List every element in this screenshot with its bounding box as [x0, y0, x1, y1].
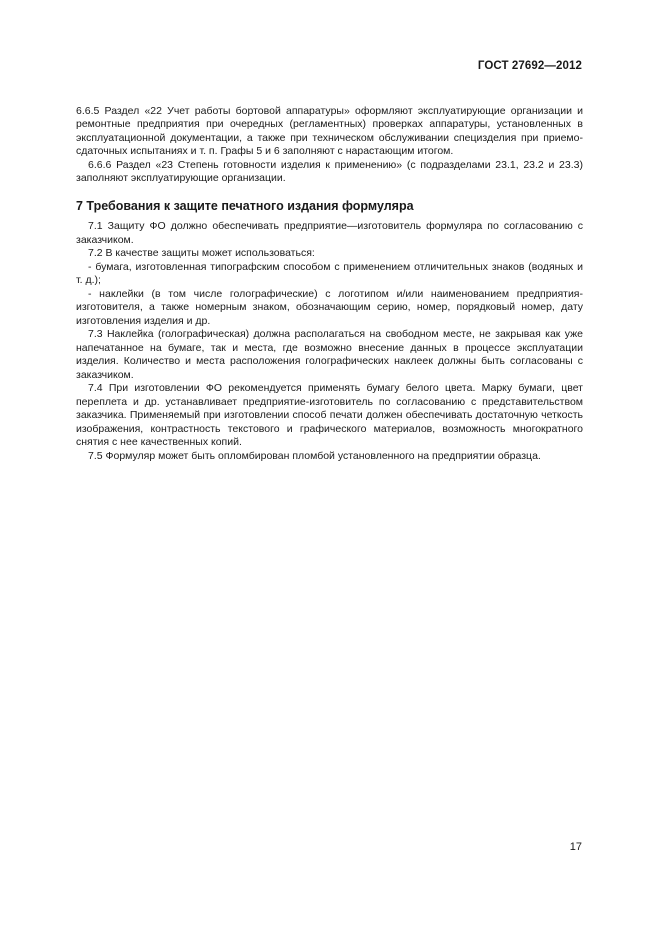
paragraph-text: - наклейки (в том числе голографические) с логотипом и/или наименованием предприятия-изготовителя, а также номерным знаком, обозначающим серию, номер, порядковый номер, дату изготовления изделия и др.	[76, 287, 583, 327]
paragraph-text: 6.6.5 Раздел «22 Учет работы бортовой аппаратуры» оформляют эксплуатирующие организации и ремонтные предприятия при очередных (регламентных) проверках аппаратуры, установленных в эксплуатационной документации, а также при техническом обслуживании специзделия при приемо-сдаточных испытаниях и т. п. Графы 5 и 6 заполняют с нарастающим итогом.	[76, 104, 583, 157]
paragraph-7-5	[76, 450, 583, 464]
list-item-paper	[76, 261, 583, 288]
section-title: 7 Требования к защите печатного издания формуляра	[76, 198, 414, 213]
page-number: 17	[569, 841, 582, 853]
paragraph-text: - бумага, изготовленная типографским способом с применением отличительных знаков (водяных и т. д.);	[76, 260, 583, 286]
paragraph-text: 7.2 В качестве защиты может использоваться:	[88, 247, 315, 259]
paragraph-7-4	[76, 382, 583, 450]
paragraph-7-2	[76, 247, 583, 261]
paragraph-text: 7.1 Защиту ФО должно обеспечивать предприятие—изготовитель формуляра по согласованию с заказчиком.	[76, 220, 583, 246]
paragraph-6-6-6	[76, 159, 583, 186]
paragraph-text: 7.4 При изготовлении ФО рекомендуется применять бумагу белого цвета. Марку бумаги, цвет переплета и др. устанавливает предприятие-изготовитель по согласованию с представительством заказчика. Применяемый при изготовлении способ печати должен обеспечивать достаточную четкость изображения, контрастность текстового и графического материалов, возможность многократного снятия с нее качественных копий.	[76, 382, 583, 448]
paragraph-text: 7.5 Формуляр может быть опломбирован пломбой установленного на предприятии образца.	[88, 449, 541, 462]
list-item-stickers	[76, 288, 583, 329]
document-body	[76, 91, 583, 463]
paragraph-6-6-5	[76, 91, 583, 159]
paragraph-text: 7.3 Наклейка (голографическая) должна располагаться на свободном месте, не закрывая как уже напечатанное на бумаге, так и места, где возможно внесение данных в процессе эксплуатации изделия. Количество и места расположения голографических наклеек должны быть согласованы с заказчиком.	[76, 328, 583, 381]
paragraph-text: 6.6.6 Раздел «23 Степень готовности изделия к применению» (с подразделами 23.1, 23.2 и 23.3) заполняют эксплуатирующие организации.	[76, 158, 583, 184]
paragraph-7-3	[76, 328, 583, 382]
document-code: ГОСТ 27692—2012	[477, 60, 582, 72]
paragraph-7-1	[76, 220, 583, 247]
